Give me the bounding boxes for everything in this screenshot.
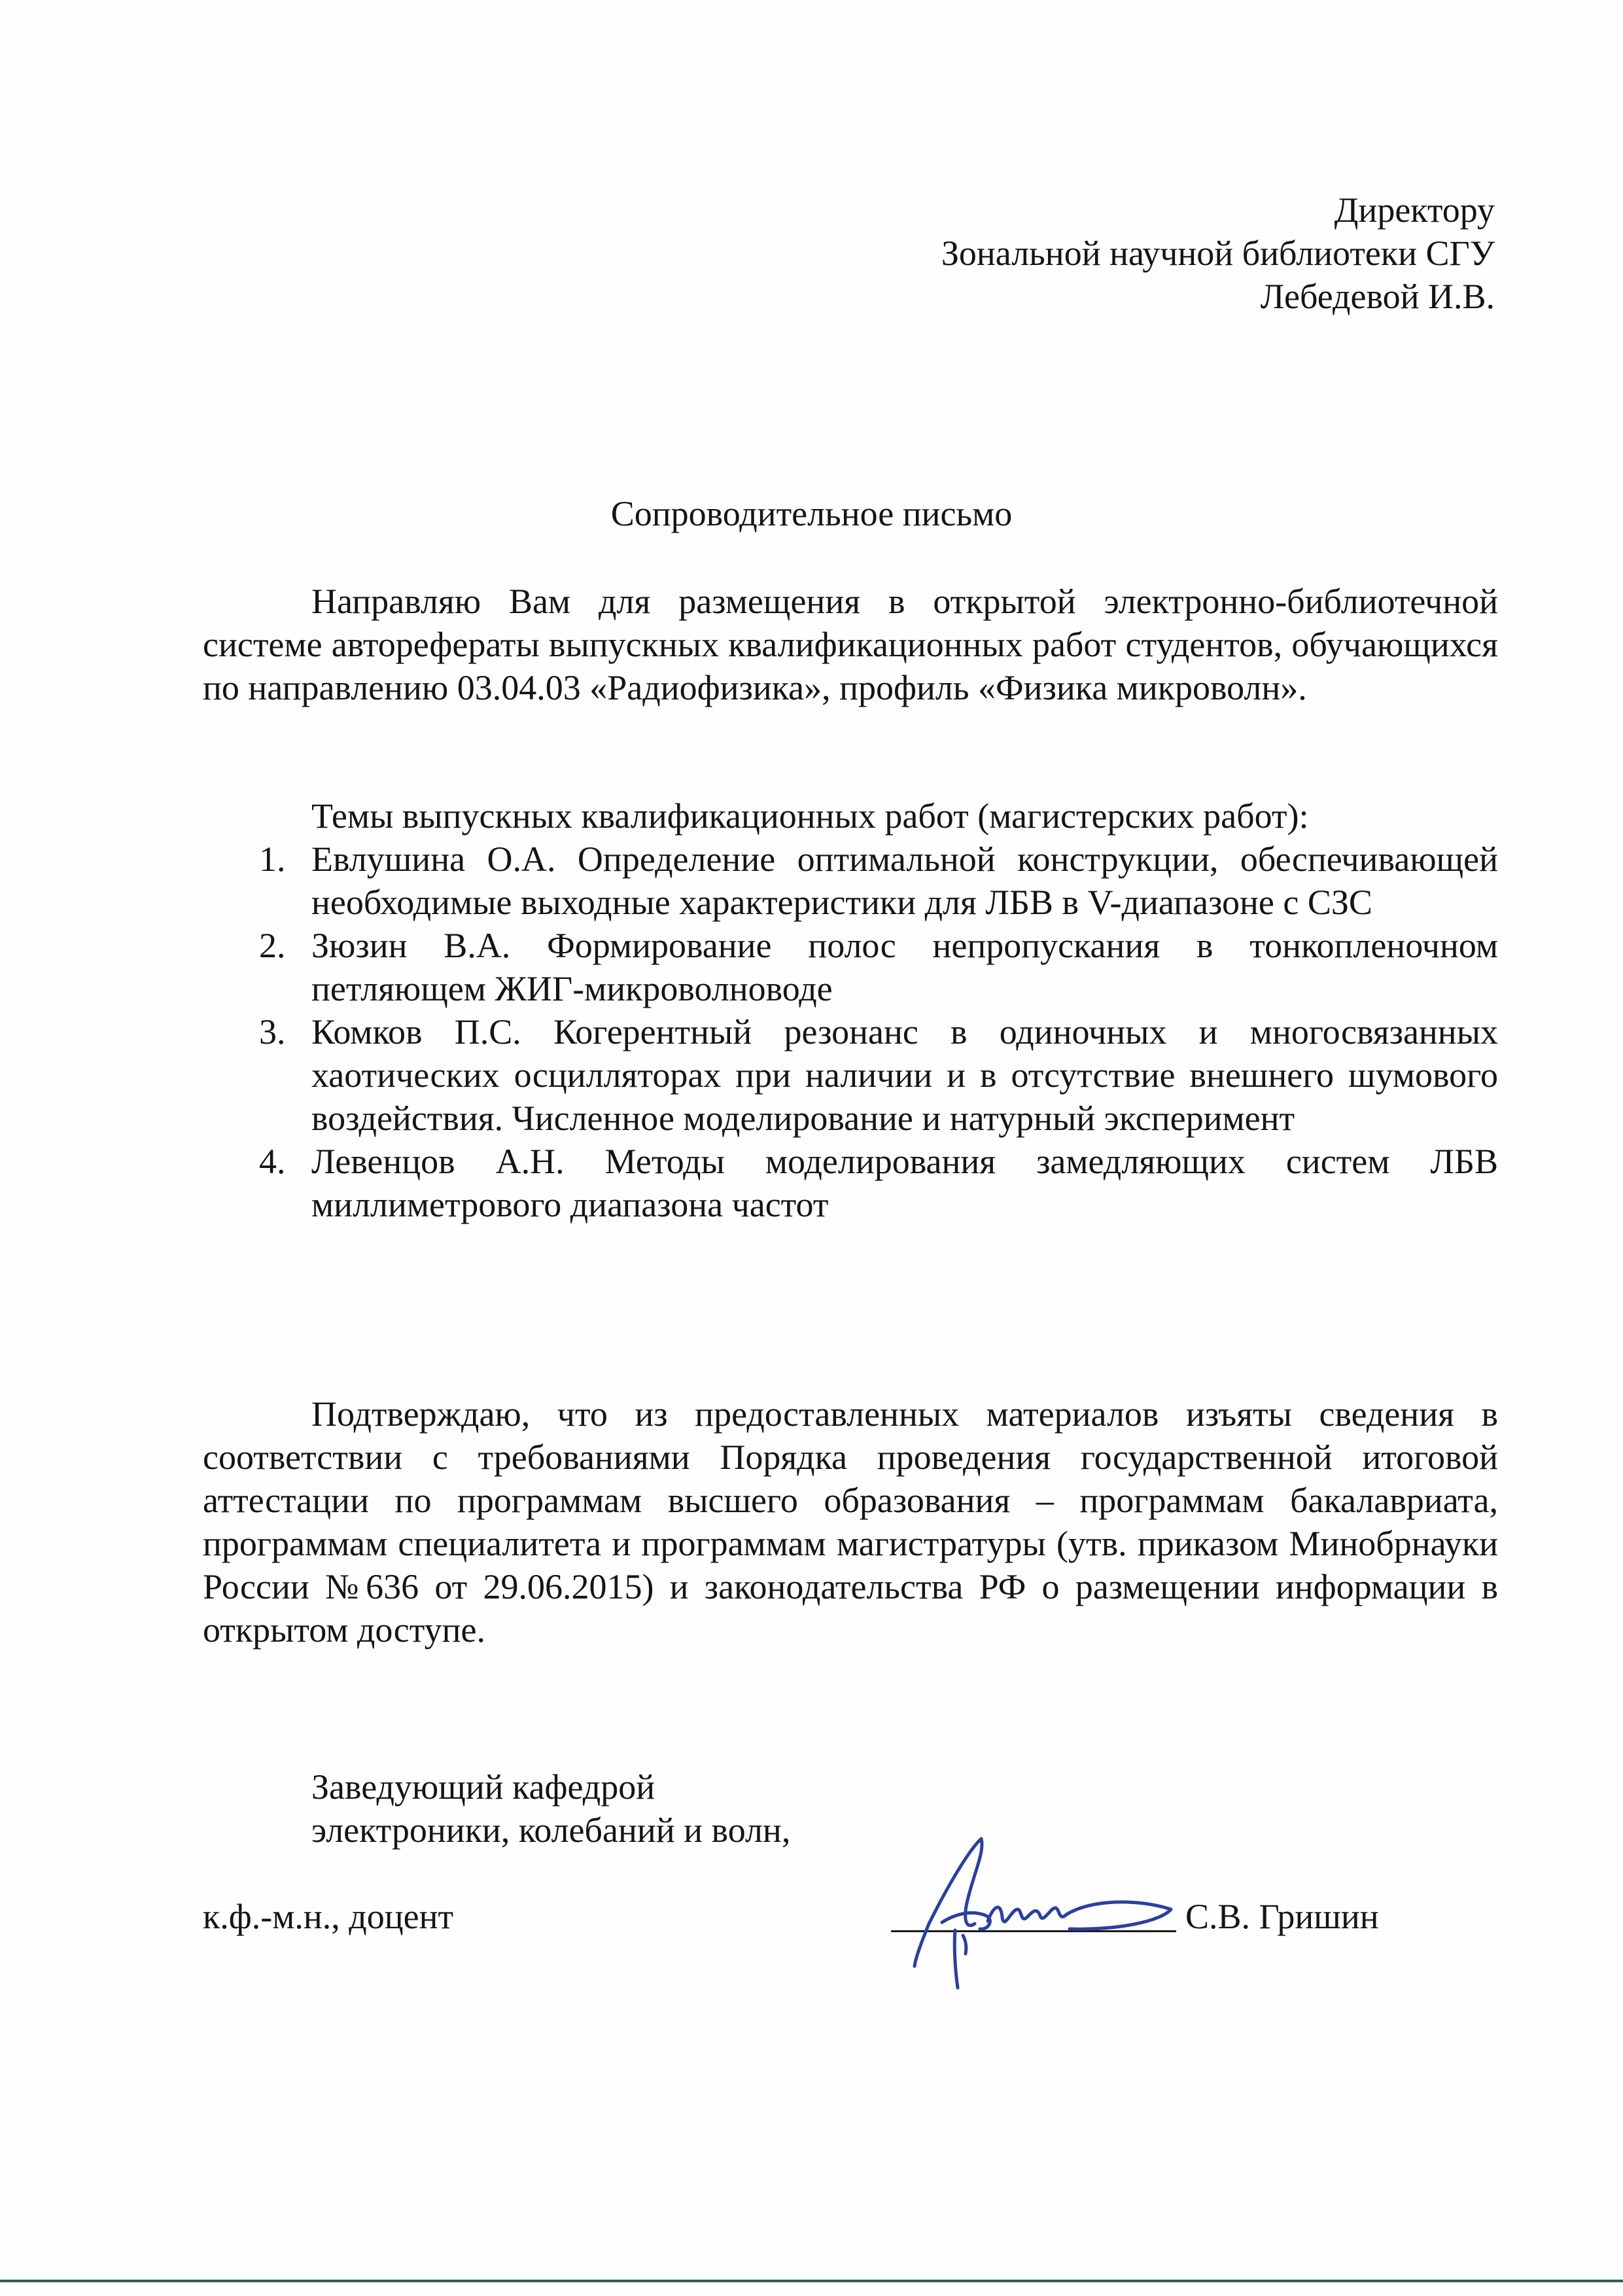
topics-heading: Темы выпускных квалификационных работ (магистерских работ): [311,796,1309,836]
topics-list [259,838,1498,1226]
signer-position [311,1765,790,1852]
scan-edge-line [0,2280,1623,2282]
topic-number: 2. [259,926,286,965]
signer-position-line2: электроники, колебаний и волн, [311,1810,791,1850]
signer-degree: к.ф.-м.н., доцент [203,1897,454,1936]
topic-item [259,924,1498,1010]
topic-number: 1. [259,839,286,879]
confirmation-paragraph: Подтверждаю, что из предоставленных материалов изъяты сведения в соответствии с требованиями Порядка проведения государственной итоговой аттестации по программам высшего образования – программам бакалавриата, программам специалитета и программам магистратуры (утв. приказом Минобрнауки России №636 от 29.06.2015) и законодательства РФ о размещении информации в открытом доступе. [203,1394,1498,1650]
intro-paragraph: Направляю Вам для размещения в открытой электронно-библиотечной системе авторефераты выпускных квалификационных работ студентов, обучающихся по направлению 03.04.03 «Радиофизика», профиль «Физика микроволн». [203,582,1498,707]
addressee-position: Директору [1334,190,1495,230]
topic-text: Евлушина О.А. Определение оптимальной конструкции, обеспечивающей необходимые выходные характеристики для ЛБВ в V-диапазоне с СЗС [311,839,1498,922]
topic-item [259,1010,1498,1140]
topic-number: 3. [259,1012,286,1051]
topic-item [259,838,1498,924]
topic-text: Зюзин В.А. Формирование полос непропускания в тонкопленочном петляющем ЖИГ-микроволноводе [311,926,1498,1008]
signer-position-line1: Заведующий кафедрой [311,1767,655,1807]
letter-title: Сопроводительное письмо [610,494,1013,533]
addressee-organization: Зональной научной библиотеки СГУ [941,234,1495,273]
signer-name: С.В. Гришин [1185,1897,1379,1936]
addressee-name: Лебедевой И.В. [1260,277,1495,316]
addressee-block [941,188,1495,318]
topic-text: Комков П.С. Когерентный резонанс в одиночных и многосвязанных хаотических осцилляторах при наличии и в отсутствие внешнего шумового воздействия. Численное моделирование и натурный эксперимент [311,1012,1498,1138]
topic-text: Левенцов А.Н. Методы моделирования замедляющих систем ЛБВ миллиметрового диапазона частот [311,1142,1498,1224]
topic-number: 4. [259,1142,286,1181]
handwritten-signature [903,1826,1178,1996]
topic-item [259,1140,1498,1226]
